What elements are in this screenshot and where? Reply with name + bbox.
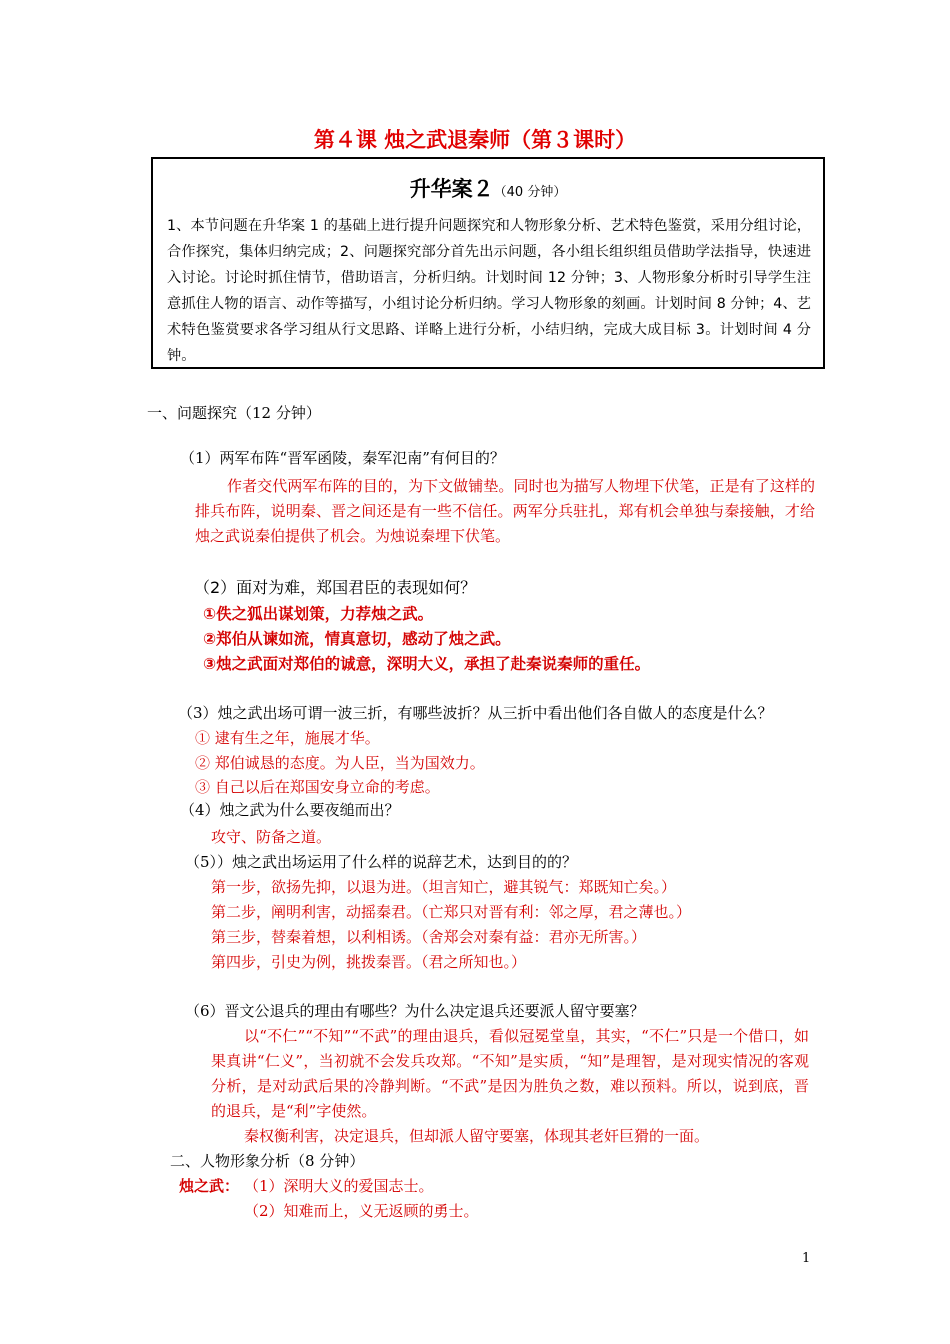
q3-answer-1: ① 逮有生之年，施展才华。	[195, 729, 380, 747]
zhu-trait-1: （1）深明大义的爱国志士。	[244, 1177, 434, 1195]
q6-answer-2: 秦权衡利害，决定退兵，但却派人留守要塞，体现其老奸巨猾的一面。	[244, 1127, 710, 1145]
q2-answer-3: ③烛之武面对郑伯的诚意，深明大义，承担了赴秦说秦师的重任。	[203, 655, 651, 673]
box-heading-text: 升华案２	[409, 177, 494, 201]
q4-answer: 攻守、防备之道。	[211, 828, 332, 846]
q3-question: （3）烛之武出场可谓一波三折，有哪些波折？从三折中看出他们各自做人的态度是什么？	[178, 704, 773, 722]
q1-question: （1）两军布阵“晋军函陵，秦军氾南”有何目的？	[180, 449, 505, 467]
q5-step-1: 第一步，欲扬先抑，以退为进。（坦言知亡，避其锐气：郑既知亡矣。）	[211, 878, 677, 896]
zhu-trait-2: （2）知难而上，义无返顾的勇士。	[244, 1202, 479, 1220]
q6-question: （6）晋文公退兵的理由有哪些？为什么决定退兵还要派人留守要塞？	[185, 1002, 645, 1020]
q6-answer-1: 以“不仁”“不知”“不武”的理由退兵，看似冠冕堂皇，其实，“不仁”只是一个借口，如果真讲“仁义”，当初就不会发兵攻郑。“不知”是实质，“知”是理智，是对现实情况的客观分析，是对动武后果的冷静判断。“不武”是因为胜负之数，难以预料。所以，说到底，晋的退兵，是“利”字使然。	[211, 1027, 809, 1120]
q4-question: （4）烛之武为什么要夜缒而出？	[180, 801, 400, 819]
q3-answer-2: ② 郑伯诚恳的态度。为人臣，当为国效力。	[195, 754, 485, 772]
q1-answer: 作者交代两军布阵的目的，为下文做铺垫。同时也为描写人物埋下伏笔，正是有了这样的排兵布阵，说明秦、晋之间还是有一些不信任。两军分兵驻扎，郑有机会单独与秦接触，才给烛之武说秦伯提供了机会。为烛说秦埋下伏笔。	[195, 477, 815, 545]
box-text: 1、本节问题在升华案 1 的基础上进行提升问题探究和人物形象分析、艺术特色鉴赏，采用分组讨论，合作探究，集体归纳完成；2、问题探究部分首先出示问题，各小组长组织组员借助学法指导，快速进入讨论。讨论时抓住情节，借助语言，分析归纳。计划时间 12 分钟；3、人物形象分析时引导学生注意抓住人物的语言、动作等描写，小组讨论分析归纳。学习人物形象的刻画。计划时间 8 分钟；4、艺术特色鉴赏要求各学习组从行文思路、详略上进行分析，小结归纳，完成大成目标 3。计划时间 4 分钟。	[167, 218, 811, 364]
box-heading-note: （40 分钟）	[493, 185, 567, 200]
page-title: 第４课 烛之武退秦师（第３课时）	[313, 128, 637, 152]
q5-step-4: 第四步，引史为例，挑拨秦晋。（君之所知也。）	[211, 953, 527, 971]
q5-step-3: 第三步，替秦着想，以利相诱。（舍郑会对秦有益：君亦无所害。）	[211, 928, 647, 946]
q2-question: （2）面对为难，郑国君臣的表现如何？	[194, 578, 477, 597]
q2-answer-1: ①佚之狐出谋划策，力荐烛之武。	[203, 605, 434, 623]
box-heading	[153, 173, 823, 203]
q2-answer-2: ②郑伯从谏如流，情真意切，感动了烛之武。	[203, 630, 511, 648]
section-2-heading: 二、人物形象分析（8 分钟）	[170, 1152, 365, 1170]
q5-step-2: 第二步，阐明利害，动摇秦君。（亡郑只对晋有利：邻之厚，君之薄也。）	[211, 903, 692, 921]
section-1-heading: 一、问题探究（12 分钟）	[147, 404, 321, 422]
q5-question: （5））烛之武出场运用了什么样的说辞艺术，达到目的的？	[185, 853, 578, 871]
q3-answer-3: ③ 自己以后在郑国安身立命的考虑。	[195, 778, 440, 796]
zhu-label: 烛之武：	[179, 1177, 240, 1195]
page-number: 1	[802, 1251, 811, 1266]
instruction-box	[151, 157, 825, 369]
